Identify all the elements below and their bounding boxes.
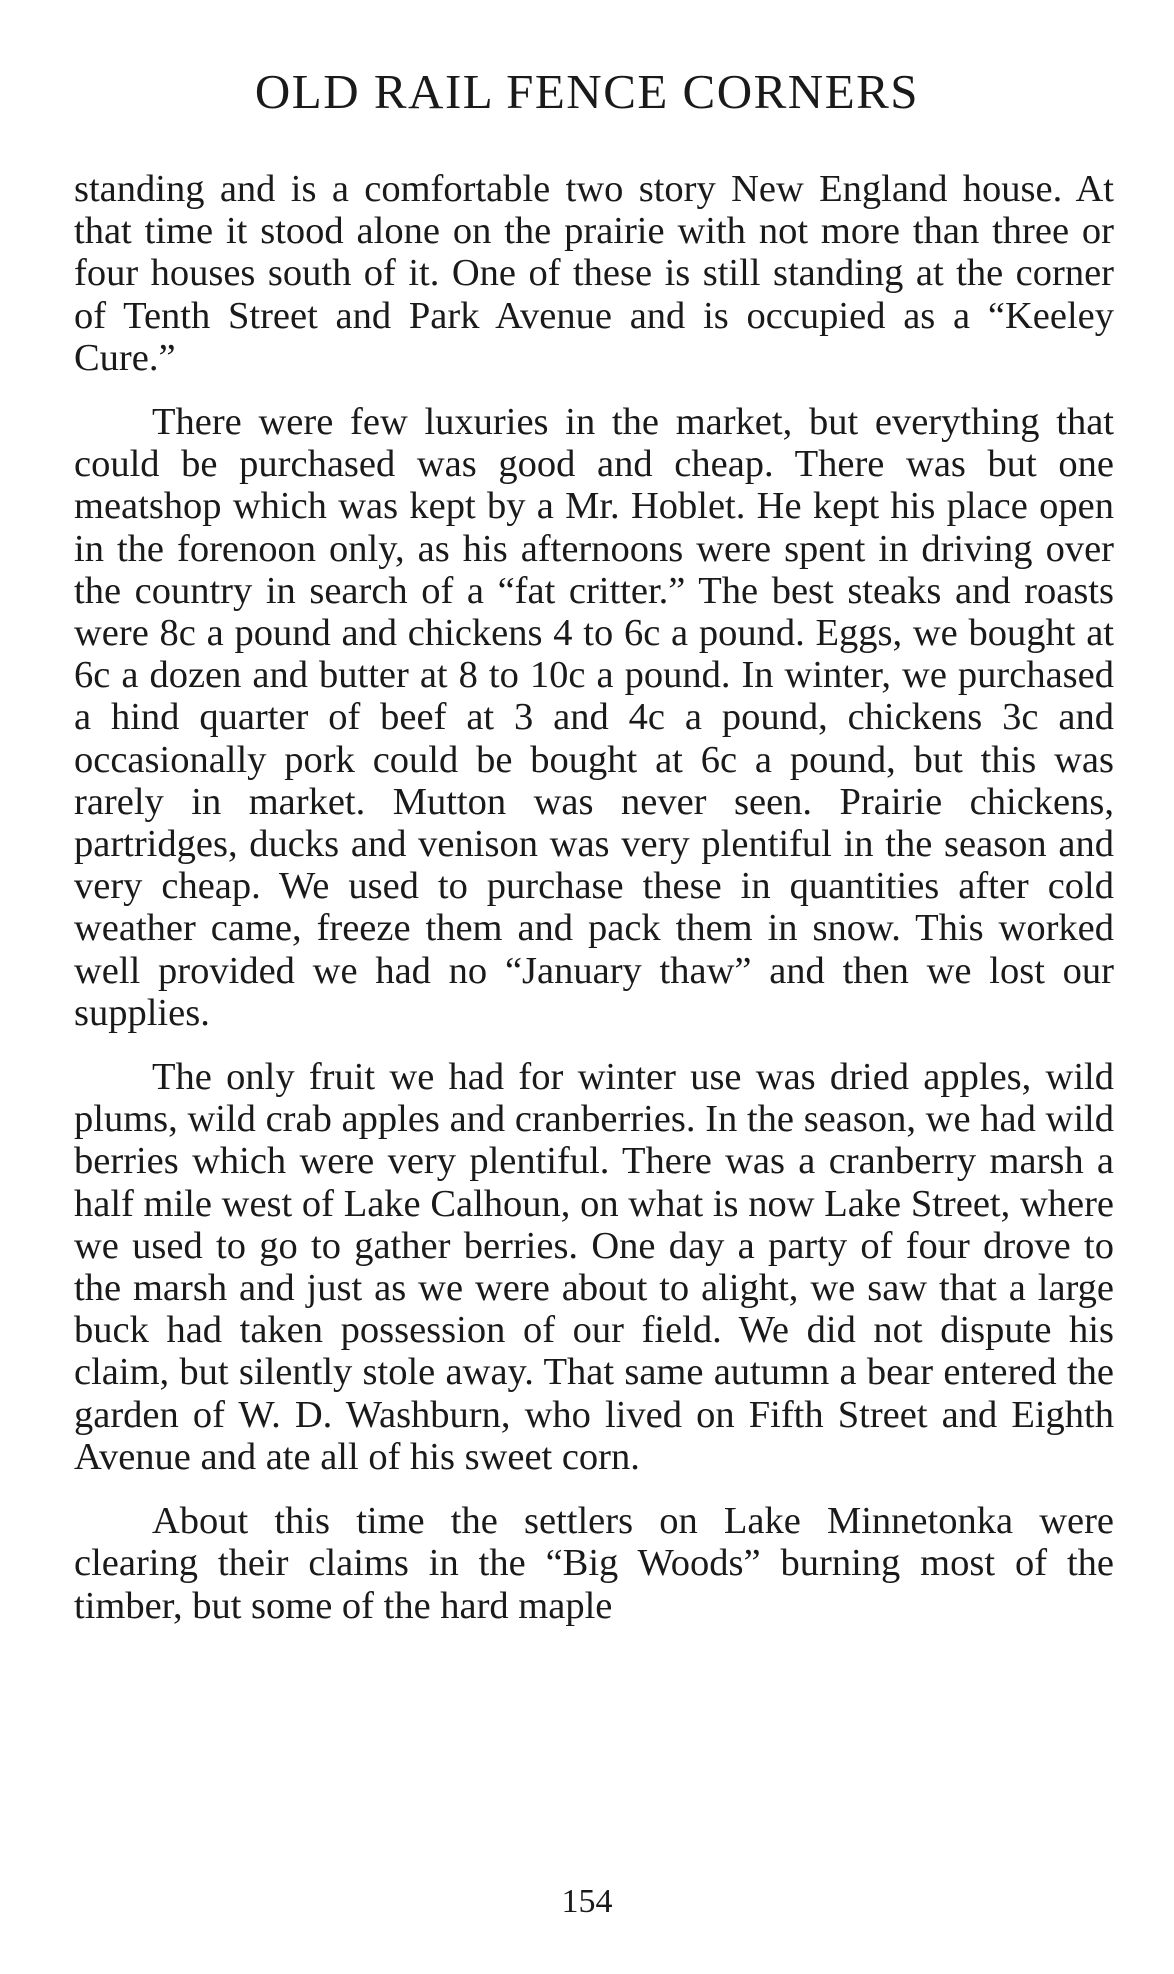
paragraph-market-prices: There were few luxuries in the market, but everything that could be purchased was good and cheap. There was but one meatshop which was kept by a Mr. Hoblet. He kept his place open in the forenoon only, as his afternoons were spent in driving over the country in search of a “fat critter.” The best steaks and roasts were 8c a pound and chickens 4 to 6c a pound. Eggs, we bought at 6c a dozen and butter at 8 to 10c a pound. In winter, we purchased a hind quarter of beef at 3 and 4c a pound, chickens 3c and occasionally pork could be bought at 6c a pound, but this was rarely in market. Mutton was never seen. Prairie chickens, partridges, ducks and venison was very plentiful in the season and very cheap. We used to purchase these in quantities after cold weather came, freeze them and pack them in snow. This worked well provided we had no “January thaw” and then we lost our supplies.: [74, 401, 1114, 1034]
paragraph-lake-minnetonka: About this time the settlers on Lake Minnetonka were clearing their claims in the “Big Woods” burning most of the timber, but some of the hard maple: [74, 1500, 1114, 1627]
paragraph-continued: standing and is a comfortable two story New England house. At that time it stood alone on the prairie with not more than three or four houses south of it. One of these is still standing at the corner of Tenth Street and Park Avenue and is occupied as a “Keeley Cure.”: [74, 168, 1114, 379]
paragraph-winter-fruit: The only fruit we had for winter use was dried apples, wild plums, wild crab apples and cranberries. In the season, we had wild berries which were very plentiful. There was a cranberry marsh a half mile west of Lake Calhoun, on what is now Lake Street, where we used to go to gather berries. One day a party of four drove to the marsh and just as we were about to alight, we saw that a large buck had taken possession of our field. We did not dispute his claim, but silently stole away. That same autumn a bear entered the garden of W. D. Washburn, who lived on Fifth Street and Eighth Avenue and ate all of his sweet corn.: [74, 1056, 1114, 1478]
body-text: [74, 168, 1114, 1649]
running-head: OLD RAIL FENCE CORNERS: [254, 64, 920, 119]
page-number: 154: [561, 1883, 613, 1920]
